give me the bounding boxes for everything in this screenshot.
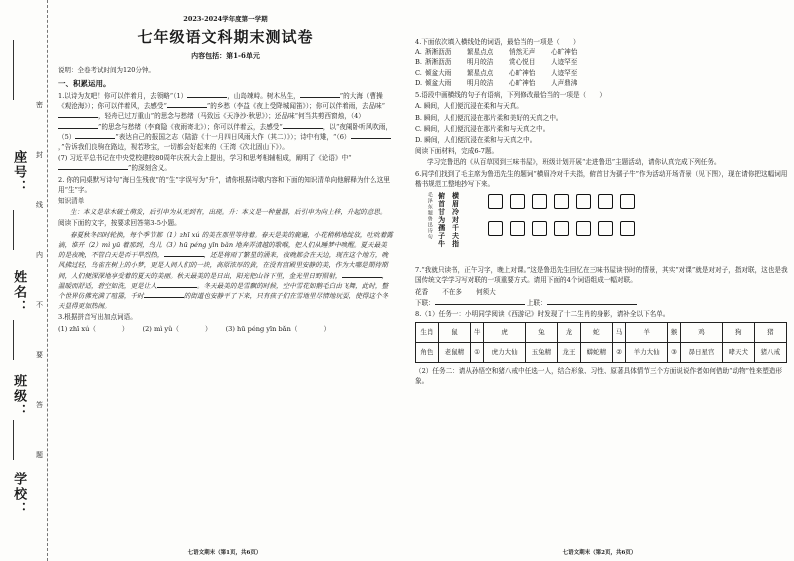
grid-cell[interactable] <box>576 194 591 209</box>
zodiac-cell: 虎 <box>484 323 525 343</box>
pinyin-item[interactable]: (2) mì yǔ（ ） <box>142 324 212 333</box>
character-cell[interactable]: ③ <box>667 343 681 363</box>
semester-label: 2023-2024学年度第一学期 <box>183 15 268 23</box>
q4-option-cell: 心旷神怡 <box>551 48 578 57</box>
seal-char: 密 <box>36 101 43 109</box>
grid-cell[interactable] <box>488 221 503 236</box>
class-line <box>13 320 14 360</box>
q1-text: ，以“夜阑卧听风吹雨，（5） <box>58 122 393 141</box>
q4-option-cell: 倾盆大雨 <box>425 78 452 87</box>
passage-text: ，温暖而舒适，碧空如洗，更是让人 <box>58 271 389 290</box>
zodiac-cell: 马 <box>612 323 626 343</box>
answer-blank[interactable] <box>187 91 227 98</box>
knowledge-label: 知识清单 <box>58 197 85 206</box>
section-heading: 一、积累运用。 <box>58 79 111 89</box>
poem-line: 俯首甘为孺子牛 <box>437 192 447 249</box>
q4-option-cell: D. <box>415 78 423 87</box>
word-bank-item: 何须大 <box>475 287 496 296</box>
passage-text: 春夏秋冬四时轮换，每个季节都（1）zhī xú 的美在那里等待着。春天是美的鹿遍，小花稍稍地绽放，吐吮着露滴，谁开（2）mì yū 着那到，鸟儿（3）hū péng yīn bǎn 地奔弄清越的歌喉，把人们从睡梦中唤醒。夏天最美的是夜晚，不管白天是否干旱烈热， <box>58 230 393 260</box>
q4-option-cell: A. <box>415 48 422 57</box>
q1-7-text: ”的深刻含义。 <box>128 164 171 173</box>
seal-char: 不 <box>36 301 43 309</box>
grid-cell[interactable] <box>554 221 569 236</box>
q4-option[interactable] <box>415 68 788 78</box>
q4-option-cell: C. <box>415 68 422 77</box>
q5-option[interactable]: B. 瞬间，人们便沉浸在那片柔和美好的天真之中。 <box>415 113 563 122</box>
q4-option-cell: 淅淅沥沥 <box>425 58 452 67</box>
pinyin-item[interactable]: (3) hū péng yīn bǎn（ ） <box>225 324 331 333</box>
q1-7-text: (7) 习近平总书记在中央党校建校80周年庆祝大会上提出，学习和思考相辅相成，阐明了《论语》中“ <box>58 154 352 163</box>
calligraphy-area <box>415 192 788 264</box>
zodiac-cell: 牛 <box>470 323 484 343</box>
character-cell: 虎力大仙 <box>484 343 525 363</box>
q5-option[interactable]: A. 瞬间，人们便沉浸在柔和与天真。 <box>415 102 523 111</box>
seal-char: 答 <box>36 401 43 409</box>
q4-option-cell: 明月皎洁 <box>467 58 494 67</box>
reading2-intro: 阅读下面材料，完成6-7题。 <box>415 147 499 156</box>
reading-intro: 阅读下面的文字，按要求回答第3-5小题。 <box>58 219 181 228</box>
grid-cell[interactable] <box>598 194 613 209</box>
question-3: 3.根据拼音写出加点词语。 <box>58 313 137 322</box>
seat-line <box>13 40 14 100</box>
q4-option-cell: 悄然无声 <box>509 48 536 57</box>
knowledge-text: 生：本义是草木破土萌发，后引申为从无到有，出现。升：本义是一种量器，后引申为向上移，升起的意思。 <box>70 208 387 217</box>
character-cell: 猪八戒 <box>754 343 786 363</box>
answer-blank[interactable] <box>351 132 391 139</box>
word-bank-item: 花香 <box>415 287 429 296</box>
question-6: 6.同学们找到了毛主席为鲁迅先生的题词“横眉冷对千夫指，俯首甘为孺子牛”作为活动开场背景（见下图），现在请你把这幅词用楷书规范工整地抄写下来。 <box>415 169 788 188</box>
zodiac-cell: 猴 <box>667 323 681 343</box>
grid-cell[interactable] <box>510 221 525 236</box>
word-bank <box>415 287 788 297</box>
answer-blank[interactable] <box>144 291 184 298</box>
grid-cell[interactable] <box>488 194 503 209</box>
zodiac-cell: 鸡 <box>681 323 722 343</box>
zodiac-cell: 羊 <box>626 323 667 343</box>
couplet-label: 上联： <box>526 298 547 307</box>
q4-option-cell: 淅淅沥沥 <box>425 48 452 57</box>
q5-option[interactable]: D. 瞬间，人们便沉浸在柔和与天真之中。 <box>415 135 537 144</box>
q1-text: ，”告诉我们良驹在路边，视若珍宝，一切都会好起来的（王湾《次北固山下》）。 <box>58 142 289 151</box>
q4-option-cell: 人迹罕至 <box>551 58 578 67</box>
grid-cell[interactable] <box>532 221 547 236</box>
q4-option-cell: 心旷神怡 <box>509 78 536 87</box>
answer-blank[interactable] <box>342 271 382 278</box>
q4-option-cell: 人迹罕至 <box>551 68 578 77</box>
q1-text: ”的思念与愁绪（李商隐《夜雨寄北》）；你可以伴着云，去感受“ <box>98 122 283 131</box>
poem-signature: 毛泽东题鲁迅诗句 <box>426 192 433 241</box>
page-footer: 七语文期末（第1页，共6页） <box>187 550 262 557</box>
answer-blank[interactable] <box>300 91 340 98</box>
answer-blank[interactable] <box>58 111 98 118</box>
character-cell: 玉兔精 <box>525 343 557 363</box>
question-2: 2. 你的同桌默写诗句“海日生残夜”的“生”字误写为“升”，请你根据诗歌内容和下面的知识清单向他解释为什么这里用“生”字。 <box>58 175 390 194</box>
school-label: 学校： <box>11 472 27 517</box>
calligraphy-image <box>415 192 460 264</box>
answer-blank[interactable] <box>75 132 115 139</box>
pinyin-1: (1) zhī xú（ <box>58 324 96 333</box>
pinyin-3: (3) hū péng yīn bǎn（ <box>225 324 298 333</box>
passage-text: 的街道也安静平了下来，只有孩子们在雪地里尽情地玩耍，使得这个冬天显得更加热闹。 <box>58 292 389 311</box>
character-cell: 哮天犬 <box>722 343 754 363</box>
poem-line: 横眉冷对千夫指 <box>451 192 461 249</box>
q1-text: ，轻舟已过万重山”的思念与愁绪（马致远《天净沙·秋思》）；还品味“何当共剪西窗烛，（4） <box>98 112 365 121</box>
grid-row <box>488 194 635 209</box>
character-cell: 角色 <box>416 343 439 363</box>
grid-cell[interactable] <box>510 194 525 209</box>
page-two <box>405 0 794 561</box>
character-cell: 昴日星官 <box>681 343 722 363</box>
q4-option[interactable] <box>415 47 788 57</box>
q4-option-cell: 繁星点点 <box>467 48 494 57</box>
question-1 <box>58 91 393 152</box>
q1-text: 1.以诗为友吧！你可以伴着月，去领略“（1） <box>58 91 188 100</box>
q1-text: ，山岛竦峙。树木丛生， <box>227 91 300 100</box>
character-cell: 蟒蛇精 <box>580 343 612 363</box>
character-cell[interactable]: ① <box>470 343 484 363</box>
activity-intro: 学习完鲁迅的《从百草园到三味书屋》，班级计划开展“走进鲁迅”主题活动，请你认真完成下列任务。 <box>427 158 721 167</box>
word-bank-item: 不在多 <box>442 287 462 296</box>
answer-blank[interactable] <box>164 250 204 257</box>
answer-blank[interactable] <box>283 122 323 129</box>
zodiac-row <box>416 323 787 343</box>
answer-blank[interactable] <box>547 298 637 305</box>
exam-title: 七年级语文科期末测试卷 <box>137 28 314 47</box>
name-line <box>13 210 14 250</box>
question-7: 7.“我就只读书，正午习字，晚上对课。”这是鲁迅先生回忆在三味书屋读书时的情景，其实“对课”就是对对子，指对联，这也是我国传统文学学习写对联的一项重要方式。请用下面的4个词语组成一幅对联。 <box>415 266 788 285</box>
q1-text: ”的乡愁（李益《夜上受降城闻笛》）；你可以伴着雨，去品味“ <box>206 102 386 111</box>
q4-option-cell: 繁星点点 <box>467 68 494 77</box>
grid-row <box>488 221 635 236</box>
couplet-label: 下联： <box>415 298 435 307</box>
q4-option-cell: 心旷神怡 <box>509 68 536 77</box>
zodiac-cell: 蛇 <box>580 323 612 343</box>
grid-cell[interactable] <box>620 221 635 236</box>
seal-char: 内 <box>36 251 43 259</box>
q1-text: ”的大海（曹操《观沧海》）；你可以伴着风，去感受“ <box>58 91 383 111</box>
seal-char: 题 <box>36 451 43 459</box>
pinyin-2: (2) mì yǔ（ <box>142 324 179 333</box>
binding-strip <box>0 0 48 561</box>
answer-blank[interactable] <box>157 281 197 288</box>
exam-note: 说明：全卷考试时间为120分钟。 <box>58 66 155 75</box>
character-cell: 老鼠精 <box>438 343 470 363</box>
pinyin-row <box>58 324 393 334</box>
name-label: 姓名： <box>11 270 27 315</box>
question-8-task2: （2）任务二：请从孙悟空和猪八戒中任选一人，结合形象、习性、原著具体情节三个方面说说作者如何借助“动物”性来塑造形象。 <box>415 367 782 386</box>
question-1-part7 <box>58 153 393 173</box>
answer-blank[interactable] <box>435 298 525 305</box>
q4-option[interactable] <box>415 78 788 88</box>
answer-blank[interactable] <box>167 101 207 108</box>
zodiac-cell: 猪 <box>754 323 786 343</box>
character-row <box>416 343 787 363</box>
q5-option[interactable]: C. 瞬间，人们便沉浸在那片柔和与天真之中。 <box>415 124 550 133</box>
zodiac-cell: 生肖 <box>416 323 439 343</box>
passage-text: 。冬天最美的是雪飘的时候，空中雪花如鹅毛白由飞舞，此时，整个世界仿佛充满了喧嚣，千时 <box>58 281 389 300</box>
grid-cell[interactable] <box>598 221 613 236</box>
question-8: 8.（1）任务一：小明同学阅读《西游记》时发现了十二生肖的身影，请补全以下名单。 <box>415 309 670 318</box>
q4-option-cell: B. <box>415 58 422 67</box>
grid-cell[interactable] <box>554 194 569 209</box>
q1-text: ”表达自己的报国之志（陆游《十一月四日风雨大作（其二）》）；诗中有雉，“（6） <box>115 132 351 141</box>
grid-cell[interactable] <box>620 194 635 209</box>
character-cell: 羊力大仙 <box>626 343 667 363</box>
exam-scope: 内容包括：第1-6单元 <box>191 51 260 61</box>
zodiac-table <box>415 322 787 363</box>
writing-grid <box>460 192 635 236</box>
seal-char: 封 <box>36 151 43 159</box>
zodiac-cell: 兔 <box>525 323 557 343</box>
answer-blank[interactable] <box>58 163 128 170</box>
couplet-line <box>415 298 788 308</box>
seal-char: 线 <box>36 201 43 209</box>
q4-option-cell: 人声鼎沸 <box>551 78 578 87</box>
zodiac-cell: 狗 <box>722 323 754 343</box>
q4-option[interactable] <box>415 57 788 67</box>
class-label: 班级： <box>11 374 27 419</box>
question-4: 4.下面依次填入横线处的词语，最恰当的一项是（ ） <box>415 38 580 46</box>
page-footer: 七语文期末（第2页，共6页） <box>562 550 637 557</box>
q4-option-cell: 赏心悦目 <box>509 58 536 67</box>
grid-cell[interactable] <box>576 221 591 236</box>
zodiac-cell: 龙 <box>557 323 580 343</box>
seal-char: 要 <box>36 351 43 359</box>
school-line <box>13 420 14 460</box>
seat-label: 座号： <box>11 150 27 195</box>
grid-cell[interactable] <box>532 194 547 209</box>
reading-passage <box>58 230 393 312</box>
zodiac-cell: 鼠 <box>438 323 470 343</box>
pinyin-item[interactable]: (1) zhī xú（ ） <box>58 324 129 333</box>
character-cell[interactable]: ② <box>612 343 626 363</box>
q4-option-cell: 明月皎洁 <box>467 78 494 87</box>
page-one <box>52 0 397 561</box>
question-5: 5.语段中画横线的句子有语病，下列修改最恰当的一项是（ ） <box>415 91 606 100</box>
passage-text: ，还是将雨了繁星的涌来，夜晚都会在天边，现在这个地方，晚风拂过轻，鸟雀在树上的小梦，更是人间人们的一块，高原浓厚的黄，在没有宫殿里安静的美，作为大哪是期待期间，人们便深深地享受着的夏天的美丽。秋天最美的是日出，阳光把山谷下里，金光里日野照射， <box>58 251 389 280</box>
character-cell: 龙王 <box>557 343 580 363</box>
q4-option-cell: 倾盆大雨 <box>425 68 452 77</box>
answer-blank[interactable] <box>58 122 98 129</box>
q4-options <box>415 47 788 88</box>
